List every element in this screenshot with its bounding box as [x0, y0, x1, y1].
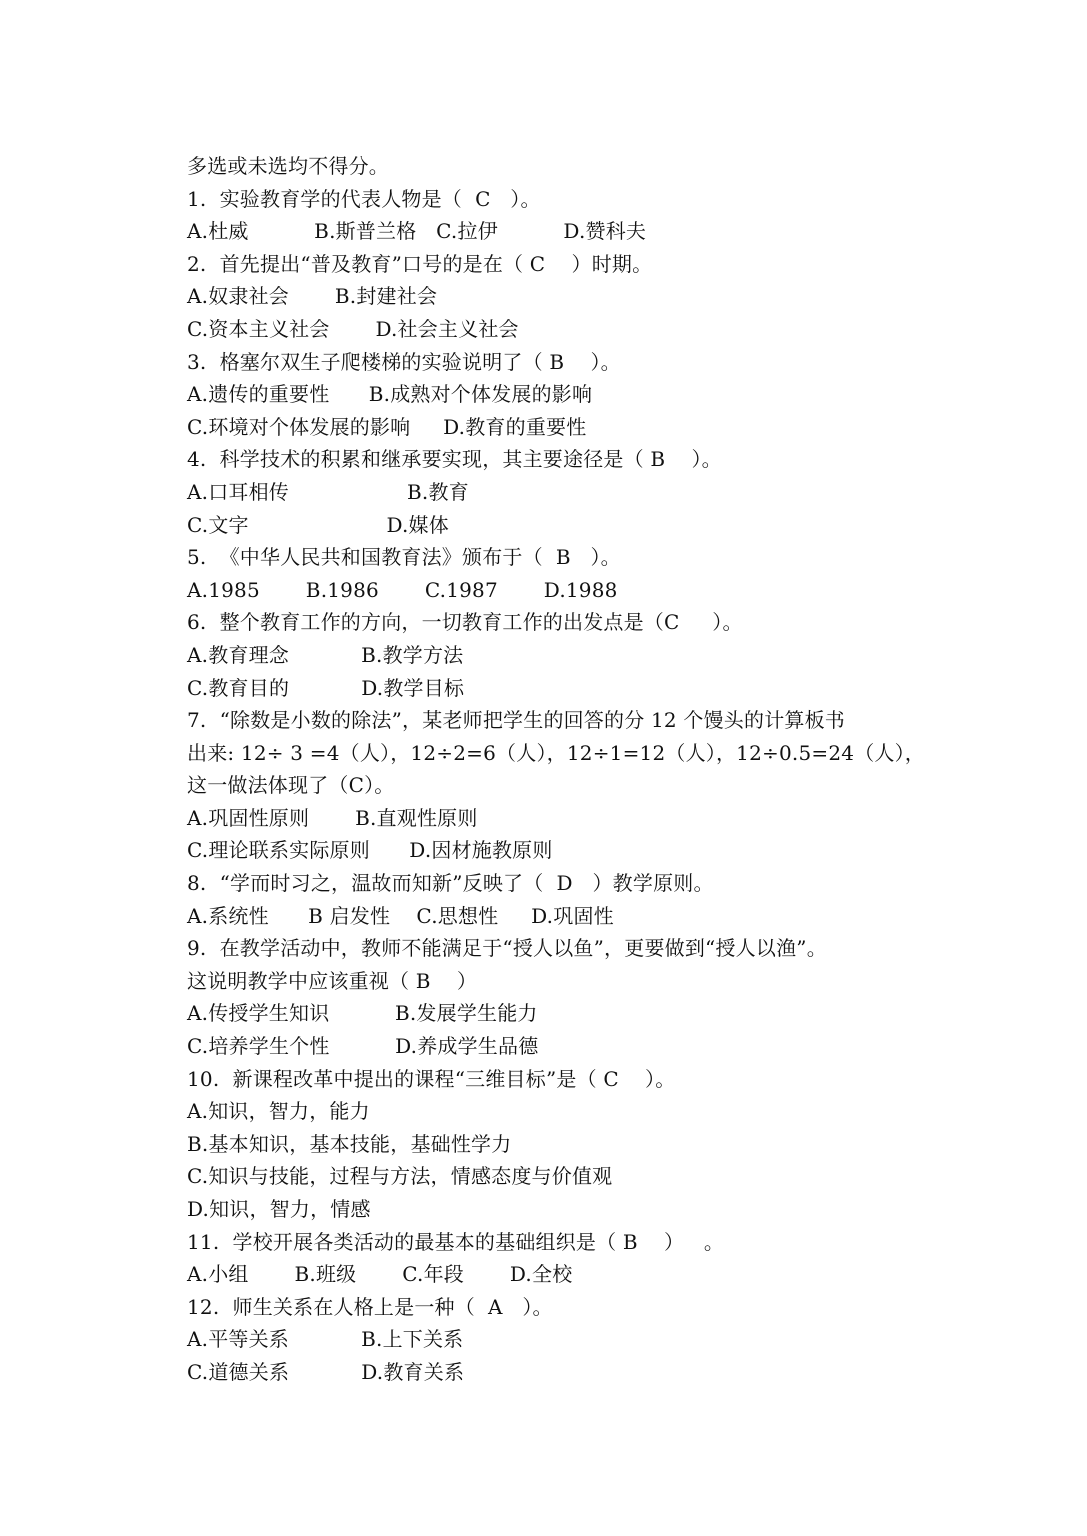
question-12: 12. 师生关系在人格上是一种（ A ）。 [187, 1294, 553, 1319]
question-8: 8. “学而时习之，温故而知新”反映了（ D ）教学原则。 [187, 871, 714, 896]
question-9-options-ab: A.传授学生知识 B.发展学生能力 [187, 1001, 538, 1026]
question-10: 10. 新课程改革中提出的课程“三维目标”是（ C ）。 [187, 1066, 676, 1091]
question-6: 6. 整个教育工作的方向，一切教育工作的出发点是（C ）。 [187, 610, 743, 635]
question-7-line-1: 7. “除数是小数的除法”，某老师把学生的回答的分 12 个馒头的计算板书 [187, 708, 846, 733]
question-2: 2. 首先提出“普及教育”口号的是在（ C ）时期。 [187, 251, 653, 276]
question-8-options: A.系统性 B 启发性 C.思想性 D.巩固性 [187, 903, 614, 928]
document-body [187, 150, 925, 1389]
question-1-options: A.杜威 B.斯普兰格 C.拉伊 D.赞科夫 [187, 219, 647, 244]
question-9-line-2: 这说明教学中应该重视（ B ） [187, 968, 478, 993]
question-4-options-cd: C.文字 D.媒体 [187, 512, 449, 537]
question-10-option-a: A.知识，智力，能力 [187, 1099, 370, 1124]
question-6-options-cd: C.教育目的 D.教学目标 [187, 675, 465, 700]
question-3-options-ab: A.遗传的重要性 B.成熟对个体发展的影响 [187, 382, 593, 407]
question-2-options-ab: A.奴隶社会 B.封建社会 [187, 284, 438, 309]
question-3-options-cd: C.环境对个体发展的影响 D.教育的重要性 [187, 414, 587, 439]
question-10-option-d: D.知识，智力，情感 [187, 1197, 371, 1221]
question-1: 1. 实验教育学的代表人物是（ C ）。 [187, 186, 541, 211]
question-3: 3. 格塞尔双生子爬楼梯的实验说明了（ B ）。 [187, 349, 621, 374]
question-6-options-ab: A.教育理念 B.教学方法 [187, 642, 464, 667]
question-11-options: A.小组 B.班级 C.年段 D.全校 [187, 1262, 573, 1287]
question-11: 11. 学校开展各类活动的最基本的基础组织是（ B ） 。 [187, 1229, 725, 1254]
question-7-options-ab: A.巩固性原则 B.直观性原则 [187, 805, 478, 830]
intro-line: 多选或未选均不得分。 [187, 154, 389, 178]
question-4: 4. 科学技术的积累和继承要实现，其主要途径是（ B ）。 [187, 447, 722, 472]
question-10-option-c: C.知识与技能，过程与方法，情感态度与价值观 [187, 1164, 613, 1189]
question-12-options-ab: A.平等关系 B.上下关系 [187, 1327, 464, 1352]
question-5-options: A.1985 B.1986 C.1987 D.1988 [187, 577, 618, 602]
question-9-line-1: 9. 在教学活动中，教师不能满足于“授人以鱼”，更要做到“授人以渔”。 [187, 936, 827, 961]
question-9-options-cd: C.培养学生个性 D.养成学生品德 [187, 1034, 539, 1059]
question-2-options-cd: C.资本主义社会 D.社会主义社会 [187, 316, 519, 341]
question-5: 5. 《中华人民共和国教育法》颁布于（ B ）。 [187, 545, 621, 570]
question-7-line-3: 这一做法体现了（C）。 [187, 773, 395, 798]
question-12-options-cd: C.道德关系 D.教育关系 [187, 1359, 465, 1384]
question-10-option-b: B.基本知识，基本技能，基础性学力 [187, 1131, 512, 1156]
question-7-options-cd: C.理论联系实际原则 D.因材施教原则 [187, 838, 553, 863]
question-7-line-2: 出来: 12÷ 3 =4（人），12÷2=6（人），12÷1=12（人），12÷0.5=24（人）， [187, 740, 925, 765]
question-4-options-ab: A.口耳相传 B.教育 [187, 479, 469, 504]
